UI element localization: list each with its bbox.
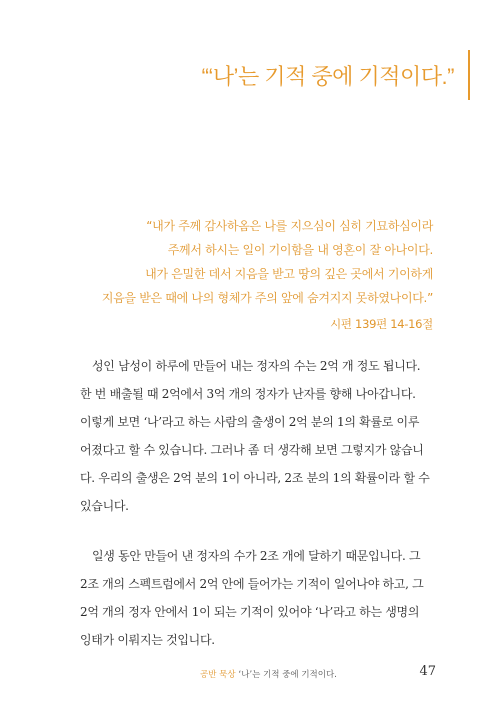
book-label: 공반 묵상 xyxy=(200,670,236,680)
text-line: 어졌다고 할 수 있습니다. 그러나 좀 더 생각해 보면 그렇지가 않습니 xyxy=(80,443,424,457)
running-head-title: ‘나’는 기적 중에 기적이다. xyxy=(238,670,337,680)
paragraph-2 xyxy=(80,542,426,654)
quote-line: “내가 주께 감사하옴은 나를 지으심이 심히 기묘하심이라 xyxy=(146,219,433,233)
quote-line: 내가 은밀한 데서 지음을 받고 땅의 깊은 곳에서 기이하게 xyxy=(145,267,433,281)
scripture-source: 시편 139편 14-16절 xyxy=(330,317,433,331)
paragraph-gap xyxy=(80,520,426,542)
text-line: 다. 우리의 출생은 2억 분의 1이 아니라, 2조 분의 1의 확률이라 할 수 xyxy=(80,471,430,485)
text-line: 일생 동안 만들어 낸 정자의 수가 2조 개에 달하기 때문입니다. 그 xyxy=(92,549,421,563)
text-line: 있습니다. xyxy=(80,499,129,513)
body-text xyxy=(80,352,430,654)
page-number: 47 xyxy=(419,664,436,679)
text-line: 이렇게 보면 ‘나’라고 하는 사람의 출생이 2억 분의 1의 확률로 이루 xyxy=(80,415,420,429)
text-line: 한 번 배출될 때 2억에서 3억 개의 정자가 난자를 향해 나아갑니다. xyxy=(80,387,416,401)
text-line: 성인 남성이 하루에 만들어 내는 정자의 수는 2억 개 정도 됩니다. xyxy=(92,359,421,373)
text-line: 2억 개의 정자 안에서 1이 되는 기적이 있어야 ‘나’라고 하는 생명의 xyxy=(80,605,420,619)
chapter-title: “‘나’는 기적 중에 기적이다.” xyxy=(201,64,454,89)
page-footer xyxy=(0,664,500,684)
quote-line: 지음을 받은 때에 나의 형체가 주의 앞에 숨겨지지 못하였나이다.” xyxy=(101,291,433,305)
text-line: 잉태가 이뤄지는 것입니다. xyxy=(80,633,215,647)
text-line: 2조 개의 스펙트럼에서 2억 안에 들어가는 기적이 일어나야 하고, 그 xyxy=(80,577,424,591)
running-head xyxy=(200,668,337,680)
scripture-quote xyxy=(73,214,433,334)
paragraph-1 xyxy=(80,352,430,520)
title-accent-rule xyxy=(468,50,470,100)
quote-line: 주께서 하시는 일이 기이함을 내 영혼이 잘 아나이다. xyxy=(167,243,433,257)
